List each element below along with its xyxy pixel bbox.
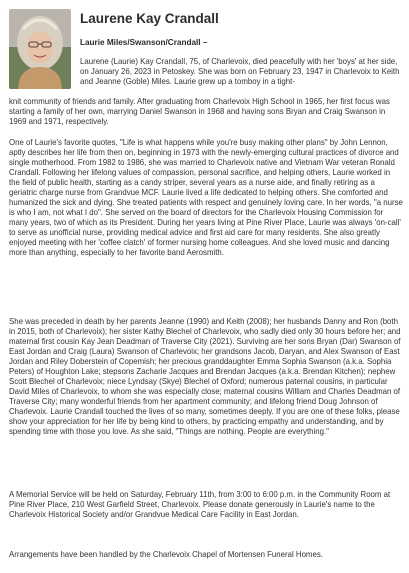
deceased-name: Laurene Kay Crandall bbox=[80, 11, 219, 26]
name-history-subtitle: Laurie Miles/Swanson/Crandall – bbox=[80, 38, 208, 47]
memorial-service-paragraph: A Memorial Service will be held on Saturday, February 11th, from 3:00 to 6:00 p.m. in the Community Room at Pine River Place, 210 West Garfield Street, Charlevoix. Please donate generously in Laurie's name to the Charlevoix Historical Society and/or Grandvue Medical Care Facility in East Jordan. bbox=[9, 490, 391, 519]
portrait-photo bbox=[9, 9, 71, 89]
intro-paragraph-continued: knit community of friends and family. After graduating from Charlevoix High School in 1965, her first focus was starting a family of her own, marrying Daniel Swanson in 1968 and having sons Bryan and Craig Swanson in 1969 and 1971, respectively. bbox=[9, 97, 390, 126]
intro-paragraph: Laurene (Laurie) Kay Crandall, 75, of Charlevoix, died peacefully with her 'boys' at her side, on January 26, 2023 in Petoskey. She was born on February 23, 1947 in Charlevoix to Keith and Jeanne (Goble) Miles. Laurie grew up a tomboy in a tight- bbox=[80, 57, 400, 86]
life-story-paragraph: One of Laurie's favorite quotes, "Life is what happens while you're busy making other plans" by John Lennon, aptly describes her life from then on, beginning in 1973 with the newly-emerging cultural practices of divorce and single motherhood. From 1982 to 1986, she was married to Charlevoix native and Vietnam War veteran Ronald Crandall. Following her lifelong values of compassion, personal sacrifice, and helping others, Laurie worked in the field of public health, starting as a candy striper, several years as a nurse aide, and finally retiring as a geriatric charge nurse from Grandvue MCF. Laurie lived a life dedicated to helping others. She comforted and humanized the sick and dying. She treated patients with respect and genuinely loving care. In her words, "a nurse is who I am, not what I do". She served on the board of directors for the Charlevoix Housing Commission for many years, two of which as its President. During her years living at Pine River Place, Laurie was always 'on-call' to serve as unofficial nurse, providing medical advice and first aid care for many residents. She also greatly enjoyed meeting with her 'coffee clatch' of former nursing home colleagues. And she loved music and dancing more than anything, especially to her favorite band Aerosmith. bbox=[9, 138, 403, 257]
arrangements-paragraph: Arrangements have been handled by the Charlevoix Chapel of Mortensen Funeral Homes. bbox=[9, 550, 323, 559]
family-paragraph: She was preceded in death by her parents Jeanne (1990) and Keith (2008); her husbands Danny and Ron (both in 2015, both of Charlevoix); her sister Kathy Blechel of Charlevoix, who sadly died only 30 hours before her; and maternal first cousin Kay Jean Deadman of Traverse City (2021). Surviving are her sons Bryan (Dar) Swanson of East Jordan and Craig (Laura) Swanson of Charlevoix; her grandsons Jacob, Daryan, and Alex Swanson of East Jordan and Riley Doberstein of Copemish; her precious granddaughter Emma Sophia Swanson (a.k.a. Sophia Peters) of Houghton Lake; stepsons Zacharie Jacques and Brendan Jacques (a.k.a. Brendan Kitchen); nephew Scott Blechel of Charlevoix; niece Lyndsay (Skye) Blechel of Oxford; numerous paternal cousins, in particular David Miles of Charlevoix, to whom she was especially close; maternal cousins William and Charles Deadman of Traverse City; many wonderful friends from her apartment community; and lifelong friend Doug Johnson of Charlevoix. Laurie Crandall touched the lives of so many, sometimes deeply. If you are one of these folks, please show your appreciation for her life by being kind to others, by practicing empathy and understanding, and by spending time with those you love. As she said, "Things are nothing. People are everything." bbox=[9, 317, 401, 436]
